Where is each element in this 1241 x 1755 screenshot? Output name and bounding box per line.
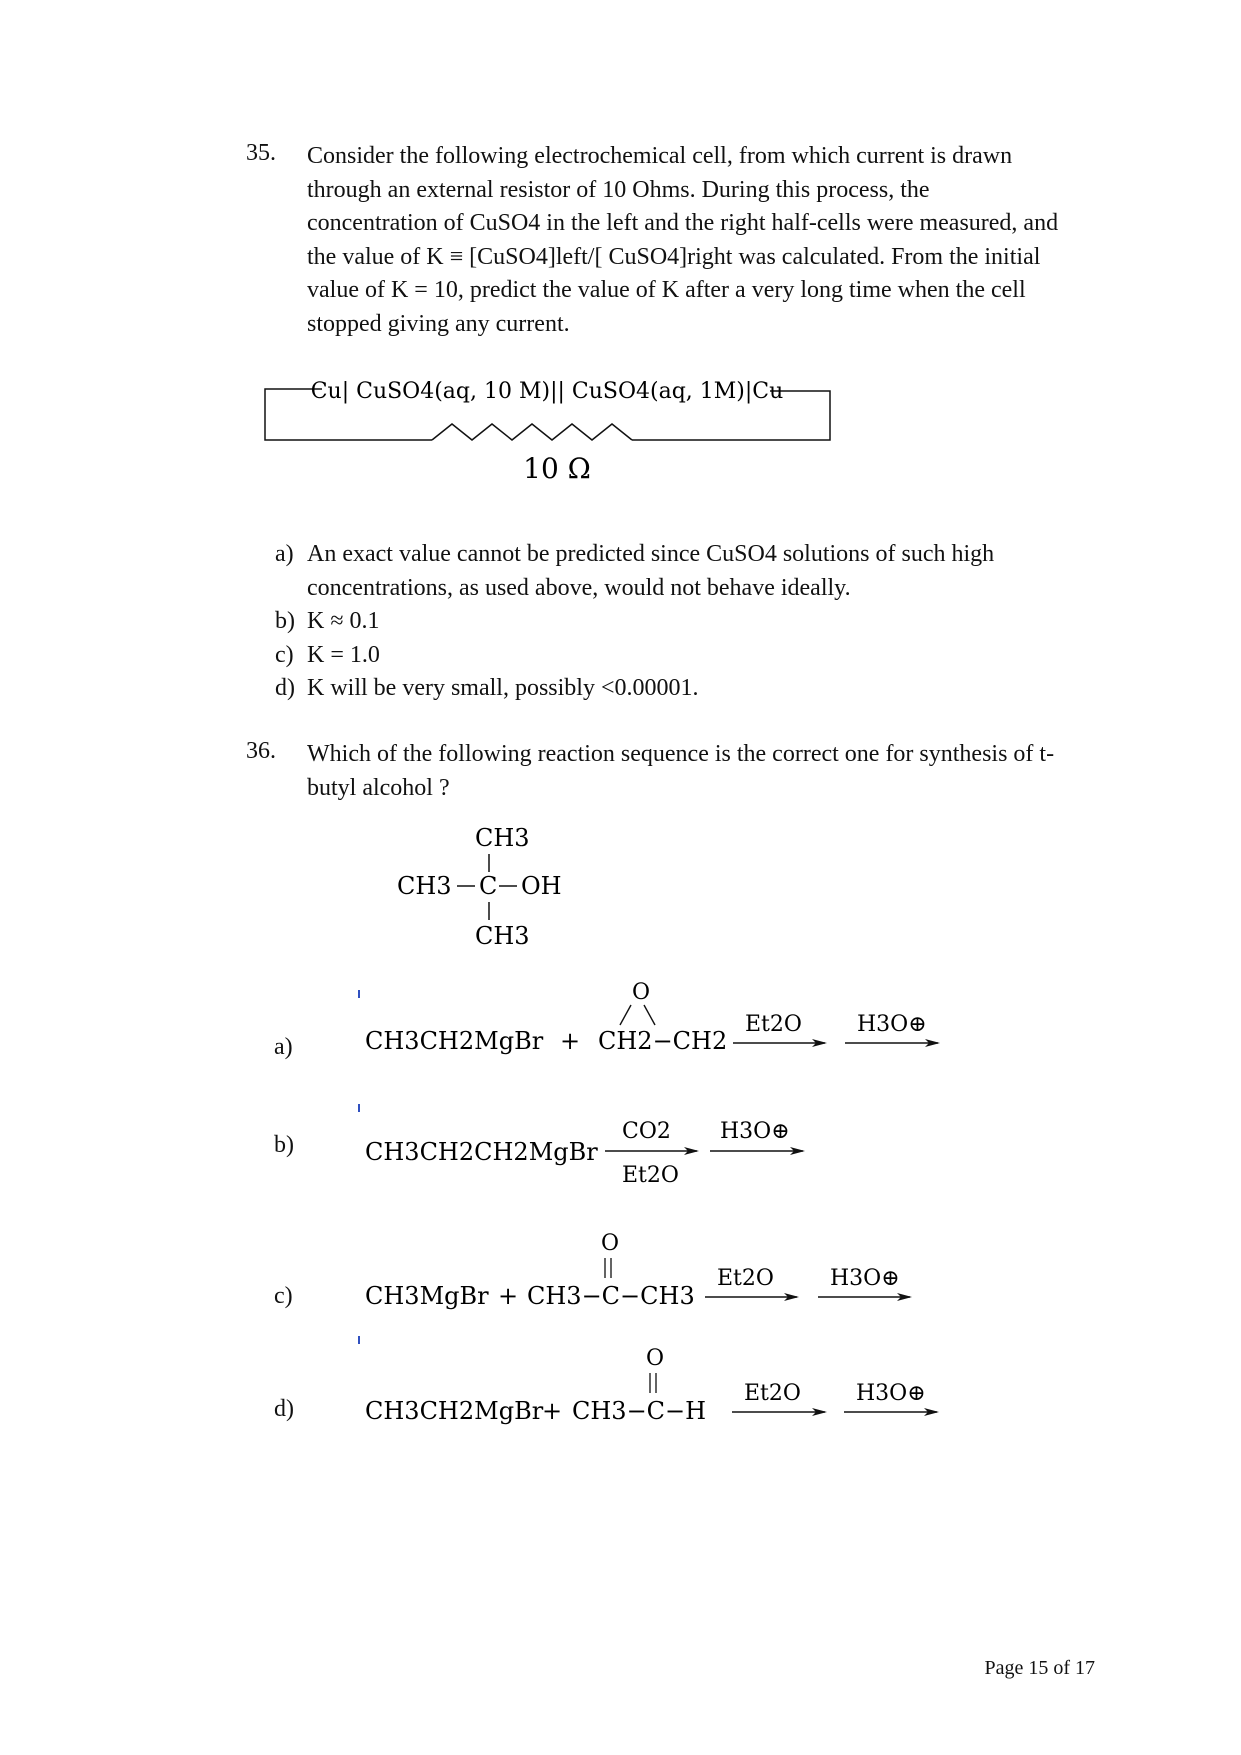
plus-c: + <box>498 1282 519 1310</box>
plus-d: + <box>542 1397 563 1425</box>
question-35-options <box>275 538 1077 706</box>
q36-line-2: butyl alcohol ? <box>307 774 450 801</box>
option-text: K ≈ 0.1 <box>307 608 380 634</box>
resistor-zigzag <box>432 424 632 440</box>
option-letter: b) <box>275 608 295 634</box>
ketone-c: CH3−C−CH3 <box>527 1282 695 1310</box>
q36-option-b-letter[interactable]: b) <box>274 1132 294 1158</box>
reagent-a: CH3CH2MgBr <box>365 1027 544 1055</box>
q35-line-3: concentration of CuSO4 in the left and the right half-cells were measured, and <box>307 210 1059 236</box>
structure-top: CH3 <box>475 824 530 852</box>
option-letter: c) <box>275 641 294 668</box>
q35-option-c[interactable] <box>275 639 1077 673</box>
option-text: K will be very small, possibly <0.00001. <box>307 675 699 701</box>
cell-circuit-diagram <box>262 372 842 492</box>
structure-right: OH <box>521 872 562 900</box>
step1-top-b: CO2 <box>622 1119 671 1144</box>
reagent-c: CH3MgBr <box>365 1282 489 1310</box>
option-letter: d) <box>275 675 295 701</box>
reagent-d: CH3CH2MgBr <box>365 1397 544 1425</box>
resistor-label: 10 Ω <box>523 452 591 485</box>
question-35-number: 35. <box>246 140 276 166</box>
step2-c: H3O⊕ <box>830 1266 900 1291</box>
q36-reaction-c <box>360 1228 940 1318</box>
aldehyde-d: CH3−C−H <box>572 1397 707 1425</box>
q35-option-a[interactable] <box>275 538 1077 605</box>
step1-d: Et2O <box>744 1381 801 1406</box>
page-number: Page 15 of 17 <box>984 1657 1095 1679</box>
q36-reaction-b <box>360 1090 840 1200</box>
step1-c: Et2O <box>717 1266 774 1291</box>
q35-option-b[interactable] <box>275 605 1077 639</box>
step2-b: H3O⊕ <box>720 1119 790 1144</box>
reagent-b: CH3CH2CH2MgBr <box>365 1138 598 1166</box>
q36-option-c-letter[interactable]: c) <box>274 1283 293 1309</box>
q36-option-d-letter[interactable]: d) <box>274 1396 294 1422</box>
structure-center: C <box>479 872 498 900</box>
step1-a: Et2O <box>745 1012 802 1037</box>
carbonyl-oxygen-c: O <box>601 1231 620 1256</box>
step2-d: H3O⊕ <box>856 1381 926 1406</box>
step1-bottom-b: Et2O <box>622 1163 679 1188</box>
structure-bottom: CH3 <box>475 922 530 950</box>
q35-line-6: stopped giving any current. <box>307 310 570 337</box>
option-text: An exact value cannot be predicted since CuSO4 solutions of such high concentrations, as used above, would not behave ideally. <box>307 541 995 601</box>
question-36-number: 36. <box>246 738 276 764</box>
question-36-text <box>307 738 1097 805</box>
q35-line-5: value of K = 10, predict the value of K after a very long time when the cell <box>307 277 1026 303</box>
question-35-text <box>307 140 1097 341</box>
epoxide-oxygen: O <box>632 980 651 1005</box>
q36-option-a-letter[interactable]: a) <box>274 1034 293 1060</box>
structure-left: CH3 <box>397 872 452 900</box>
q35-line-2: through an external resistor of 10 Ohms. During this process, the <box>307 176 930 203</box>
option-letter: a) <box>275 541 294 567</box>
q35-line-1: Consider the following electrochemical cell, from which current is drawn <box>307 143 1013 169</box>
q35-line-4: the value of K ≡ [CuSO4]left/[ CuSO4]right was calculated. From the initial <box>307 243 1041 270</box>
q36-reaction-a <box>360 975 960 1065</box>
option-text: K = 1.0 <box>307 641 380 668</box>
cell-notation: Cu| CuSO4(aq, 10 M)|| CuSO4(aq, 1M)|Cu <box>310 379 784 404</box>
plus-a: + <box>560 1027 581 1055</box>
step2-a: H3O⊕ <box>857 1012 927 1037</box>
q36-line-1: Which of the following reaction sequence is the correct one for synthesis of t- <box>307 741 1055 767</box>
q36-reaction-d <box>360 1343 960 1433</box>
epoxide-a: CH2−CH2 <box>598 1027 728 1055</box>
carbonyl-oxygen-d: O <box>646 1346 665 1371</box>
q35-option-d[interactable] <box>275 672 1077 706</box>
t-butyl-alcohol-structure <box>395 820 595 960</box>
